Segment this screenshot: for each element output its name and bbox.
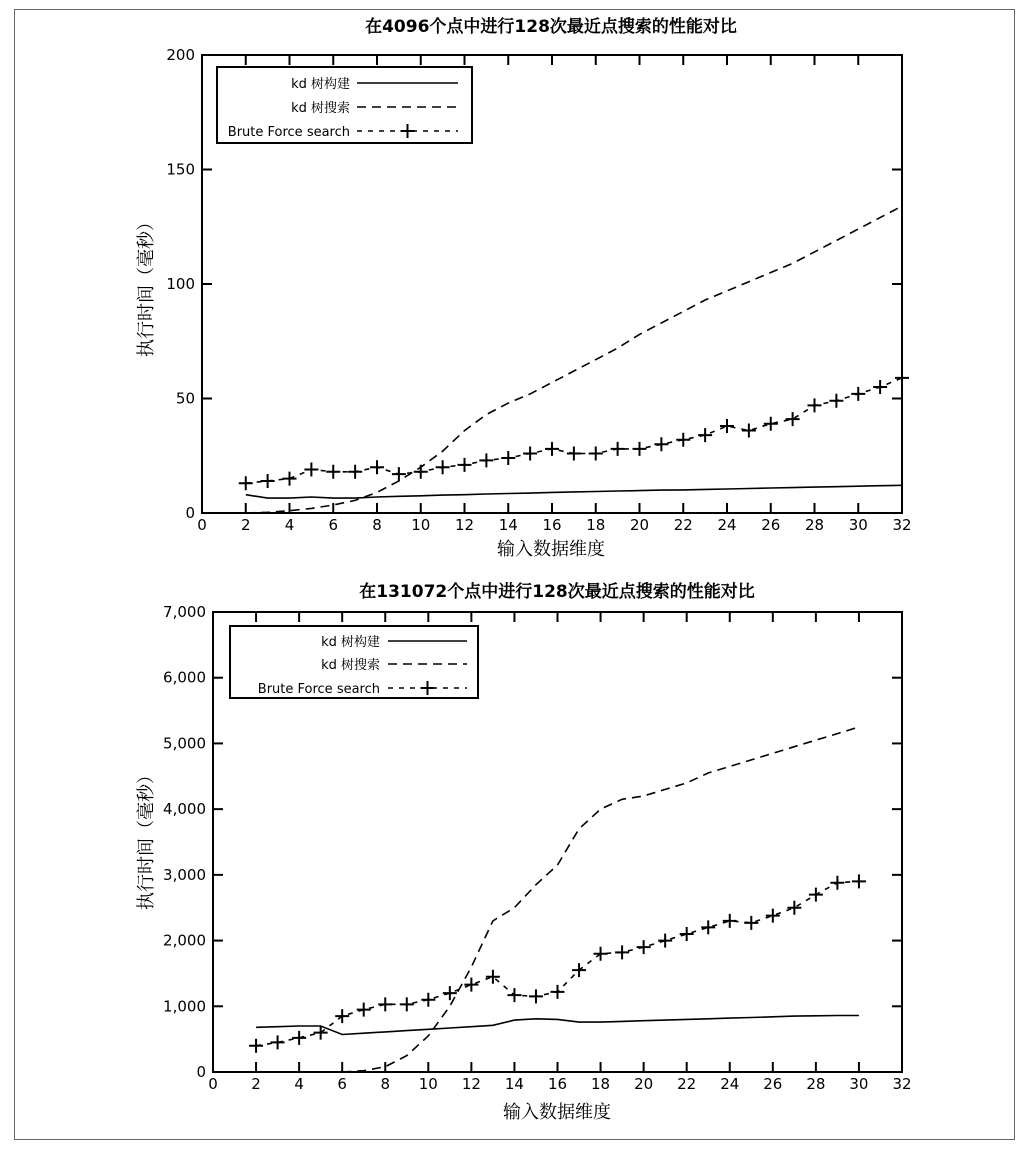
chart2-xtick-label: 32 [892,1075,912,1093]
chart1-series-3-point [392,467,406,481]
chart1-series-3-point [611,442,625,456]
chart1-ytick-label: 50 [175,389,195,408]
chart1-series-3-point [261,474,275,488]
chart1-series-3-point [742,424,756,438]
chart1-series-3-point [283,472,297,486]
chart2-series-3-point [852,874,866,888]
chart2-series-2-line [342,727,859,1072]
chart2-legend-label: kd 树构建 [321,635,380,650]
chart2-series-3-point [723,914,737,928]
chart1-xtick-label: 28 [804,516,825,534]
chart1-title: 在4096个点中进行128次最近点搜索的性能对比 [365,17,737,37]
chart1-series-3-point [479,453,493,467]
chart1-xtick-label: 12 [454,516,475,534]
chart2-series-3-point [830,876,844,890]
chart2-title: 在131072个点中进行128次最近点搜索的性能对比 [359,582,755,602]
chart1-ytick-label: 200 [166,46,195,64]
chart2-series-3-point [766,909,780,923]
chart2-xtick-label: 28 [806,1075,826,1093]
chart2-series-3-point [400,997,414,1011]
chart2-series-3-point [507,988,521,1002]
chart1-xlabel: 输入数据维度 [497,539,605,560]
chart2-series-3-point [357,1003,371,1017]
chart2-series-3-point [271,1035,285,1049]
chart2-series-3-point [637,940,651,954]
chart1-xtick-label: 22 [673,516,693,534]
chart1-series-3-point [808,398,822,412]
chart2-xtick-label: 12 [461,1075,481,1093]
chart1-legend-label: kd 树搜索 [291,101,350,116]
chart1-series-3-point [348,465,362,479]
chart2-ytick-label: 5,000 [163,734,206,753]
chart2-series-3-point [378,997,392,1011]
chart2-xtick-label: 30 [849,1075,869,1093]
chart1-series-3-point [654,437,668,451]
chart2-xtick-label: 2 [251,1075,261,1093]
chart2-ytick-label: 1,000 [163,997,206,1016]
chart2-xtick-label: 24 [720,1075,740,1093]
chart2-ytick-label: 3,000 [163,865,206,884]
chart2-xtick-label: 20 [634,1075,654,1093]
chart2-series-3-point [701,920,715,934]
chart1-xtick-label: 0 [197,516,207,534]
chart1-series-3-point [786,412,800,426]
chart2-series-3-point [809,888,823,902]
chart2-xtick-label: 10 [418,1075,438,1093]
chart2-xtick-label: 6 [337,1075,347,1093]
chart1-ytick-label: 100 [166,275,195,293]
chart2-series-3-point [594,947,608,961]
chart1-series-3-point [676,433,690,447]
chart1-series-3-point [436,460,450,474]
chart1-ytick-label: 0 [185,504,195,522]
chart1-series-1-line [246,485,902,498]
chart1-series-3-point [545,442,559,456]
chart1-xtick-label: 4 [284,516,295,534]
chart1-xtick-label: 2 [240,516,251,534]
chart-layer [163,46,912,1093]
chart2-series-3-point [787,901,801,915]
chart1-xtick-label: 24 [717,516,737,534]
chart1-series-3-point [589,446,603,460]
chart1-xtick-label: 32 [892,516,912,534]
chart1-series-3-point [829,394,843,408]
chart2-ytick-label: 6,000 [163,668,206,687]
chart1-xtick-label: 10 [411,516,431,534]
chart1-series-3-point [895,371,909,385]
chart1-series-3-point [326,465,340,479]
chart2-series-3-point [744,916,758,930]
chart1-series-2-line [246,206,902,513]
chart2-ytick-label: 4,000 [163,800,206,819]
chart2-series-3-point [464,978,478,992]
chart1-xtick-label: 6 [328,516,339,534]
chart1-legend-label: Brute Force search [227,125,350,140]
chart2-series-3-point [551,985,565,999]
chart2-series-1-line [256,1016,859,1035]
chart2-series-3-point [615,945,629,959]
chart2-series-3-point [292,1031,306,1045]
chart2-xtick-label: 22 [677,1075,697,1093]
chart1-legend-label: kd 树构建 [291,77,350,92]
chart1-xtick-label: 16 [542,516,562,534]
chart2-series-3-line [256,881,859,1045]
chart1-series-3-point [370,460,384,474]
chart2-xtick-label: 16 [547,1075,568,1093]
chart2-series-3-point [249,1039,263,1053]
chart1-series-3-point [720,419,734,433]
chart1-xtick-label: 20 [629,516,650,534]
chart1-series-3-line [246,378,902,483]
chart2-series-3-point [335,1009,349,1023]
chart2-series-3-point [421,993,435,1007]
chart1-series-3-point [567,446,581,460]
chart2-xtick-label: 4 [294,1075,304,1093]
chart1-series-3-point [764,417,778,431]
chart2-series-3-point [658,934,672,948]
chart1-series-3-point [633,442,647,456]
chart2-xtick-label: 18 [591,1075,611,1093]
chart1-xtick-label: 30 [848,516,868,534]
chart2-legend-label: Brute Force search [257,682,380,697]
chart2-xtick-label: 26 [763,1075,783,1093]
chart1-series-3-point [523,446,537,460]
chart2-ylabel: 执行时间（毫秒） [136,766,157,910]
chart2-xtick-label: 0 [208,1075,218,1093]
chart1-series-3-point [304,462,318,476]
chart2-xtick-label: 8 [380,1075,391,1093]
chart1-series-3-point [239,476,253,490]
chart2-ytick-label: 7,000 [163,603,206,621]
chart1-series-3-point [458,458,472,472]
chart2-ytick-label: 2,000 [163,931,206,950]
chart1-xtick-label: 14 [498,516,518,534]
chart2-xtick-label: 14 [504,1075,524,1093]
chart1-ytick-label: 150 [166,160,195,179]
chart1-xtick-label: 18 [586,516,606,534]
chart2-ytick-label: 0 [196,1063,206,1081]
chart1-series-3-point [873,380,887,394]
chart1-ylabel: 执行时间（毫秒） [136,213,157,357]
chart2-legend-label: kd 树搜索 [321,658,380,673]
chart2-series-3-point [680,927,694,941]
chart2-xlabel: 输入数据维度 [503,1102,611,1123]
chart1-series-3-point [851,387,865,401]
chart1-xtick-label: 8 [372,516,382,534]
chart1-xtick-label: 26 [761,516,781,534]
chart2-series-3-point [529,989,543,1003]
chart1-series-3-point [501,451,515,465]
chart1-series-3-point [414,465,428,479]
chart1-series-3-point [698,428,712,442]
